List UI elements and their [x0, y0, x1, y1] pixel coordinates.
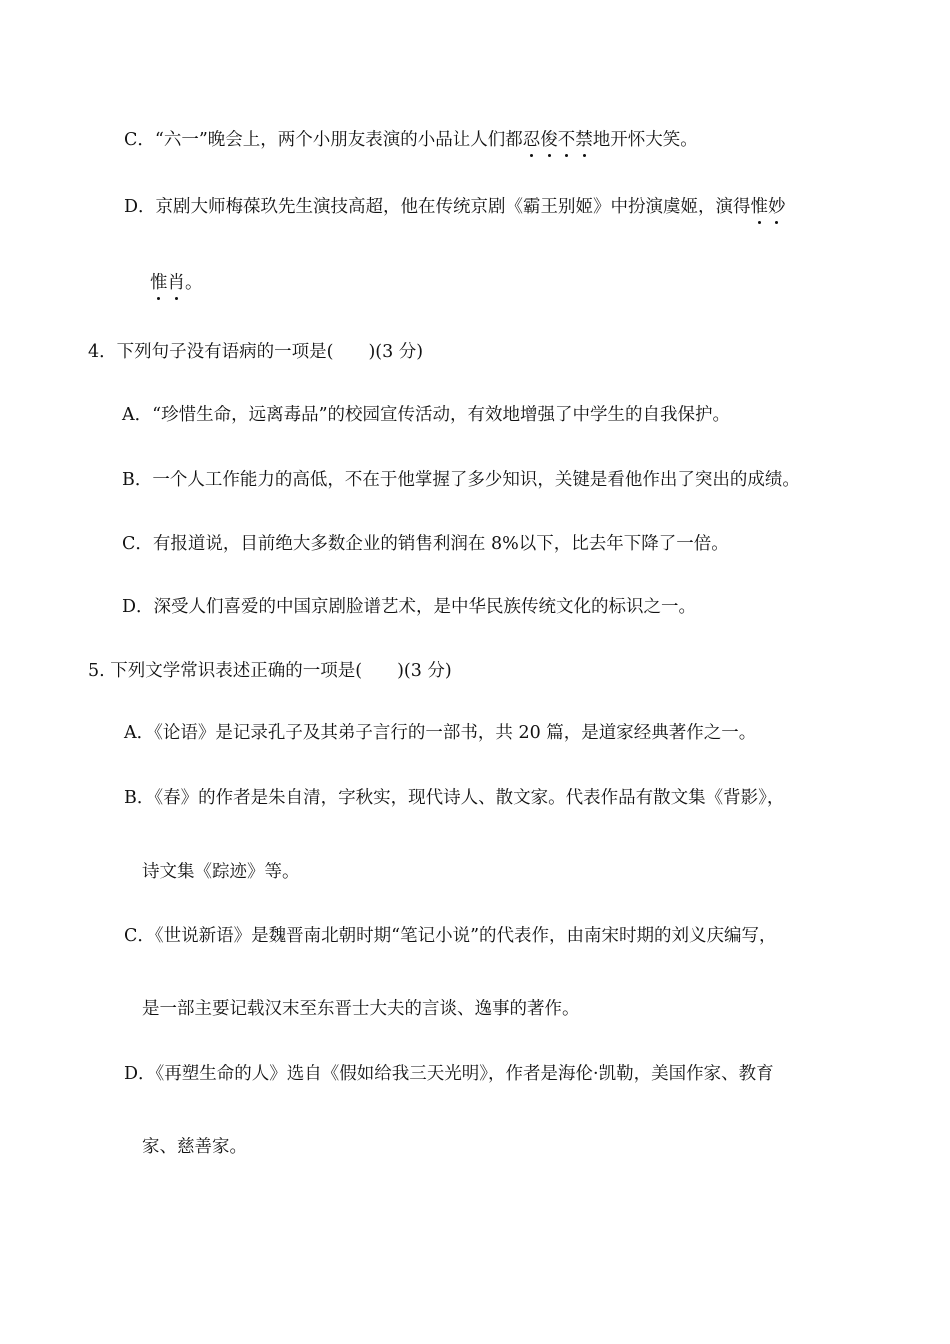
q3-option-c	[124, 128, 698, 152]
q3-option-d-line2	[150, 271, 203, 295]
q5-option-b-line1: B．《春》的作者是朱自清，字秋实，现代诗人、散文家。代表作品有散文集《背影》，	[124, 788, 785, 808]
q3-option-d-line1	[124, 195, 786, 219]
q3-option-d-suffix: 。	[185, 273, 203, 293]
q5-option-b-line2: 诗文集《踪迹》等。	[142, 862, 300, 882]
dotted-char: 妙	[768, 197, 786, 217]
q4-stem: 4．下列句子没有语病的一项是( )(3 分)	[88, 342, 424, 362]
q5-option-c-line1: C．《世说新语》是魏晋南北朝时期“笔记小说”的代表作，由南宋时期的刘义庆编写，	[124, 926, 777, 946]
q3-option-d-text: D．京剧大师梅葆玖先生演技高超，他在传统京剧《霸王别姬》中扮演虞姬，演得	[124, 197, 751, 217]
dotted-char: 惟	[750, 197, 769, 217]
q4-option-c: C．有报道说，目前绝大多数企业的销售利润在 8%以下，比去年下降了一倍。	[122, 534, 729, 554]
q4-option-a: A．“珍惜生命，远离毒品”的校园宣传活动，有效地增强了中学生的自我保护。	[122, 405, 731, 425]
q5-option-c-line2: 是一部主要记载汉末至东晋士大夫的言谈、逸事的著作。	[142, 999, 580, 1019]
dotted-char: 忍	[522, 130, 541, 150]
q5-stem: 5. 下列文学常识表述正确的一项是( )(3 分)	[88, 661, 452, 681]
dotted-char: 惟	[150, 273, 168, 293]
q5-option-d-line1: D．《再塑生命的人》选自《假如给我三天光明》，作者是海伦·凯勒，美国作家、教育	[124, 1064, 774, 1084]
dotted-char: 肖	[167, 273, 185, 293]
q3-option-c-text: C．“六一”晚会上，两个小朋友表演的小品让人们都	[124, 130, 523, 150]
dotted-char: 禁	[575, 130, 593, 150]
q5-option-a: A．《论语》是记录孔子及其弟子言行的一部书，共 20 篇，是道家经典著作之一。	[124, 723, 757, 743]
q4-option-b: B．一个人工作能力的高低，不在于他掌握了多少知识，关键是看他作出了突出的成绩。	[122, 470, 800, 490]
q3-option-c-suffix: 地开怀大笑。	[592, 130, 698, 150]
dotted-char: 不	[557, 130, 576, 150]
q4-option-d: D．深受人们喜爱的中国京剧脸谱艺术，是中华民族传统文化的标识之一。	[122, 597, 697, 617]
q5-option-d-line2: 家、慈善家。	[142, 1137, 247, 1157]
dotted-char: 俊	[540, 130, 558, 150]
